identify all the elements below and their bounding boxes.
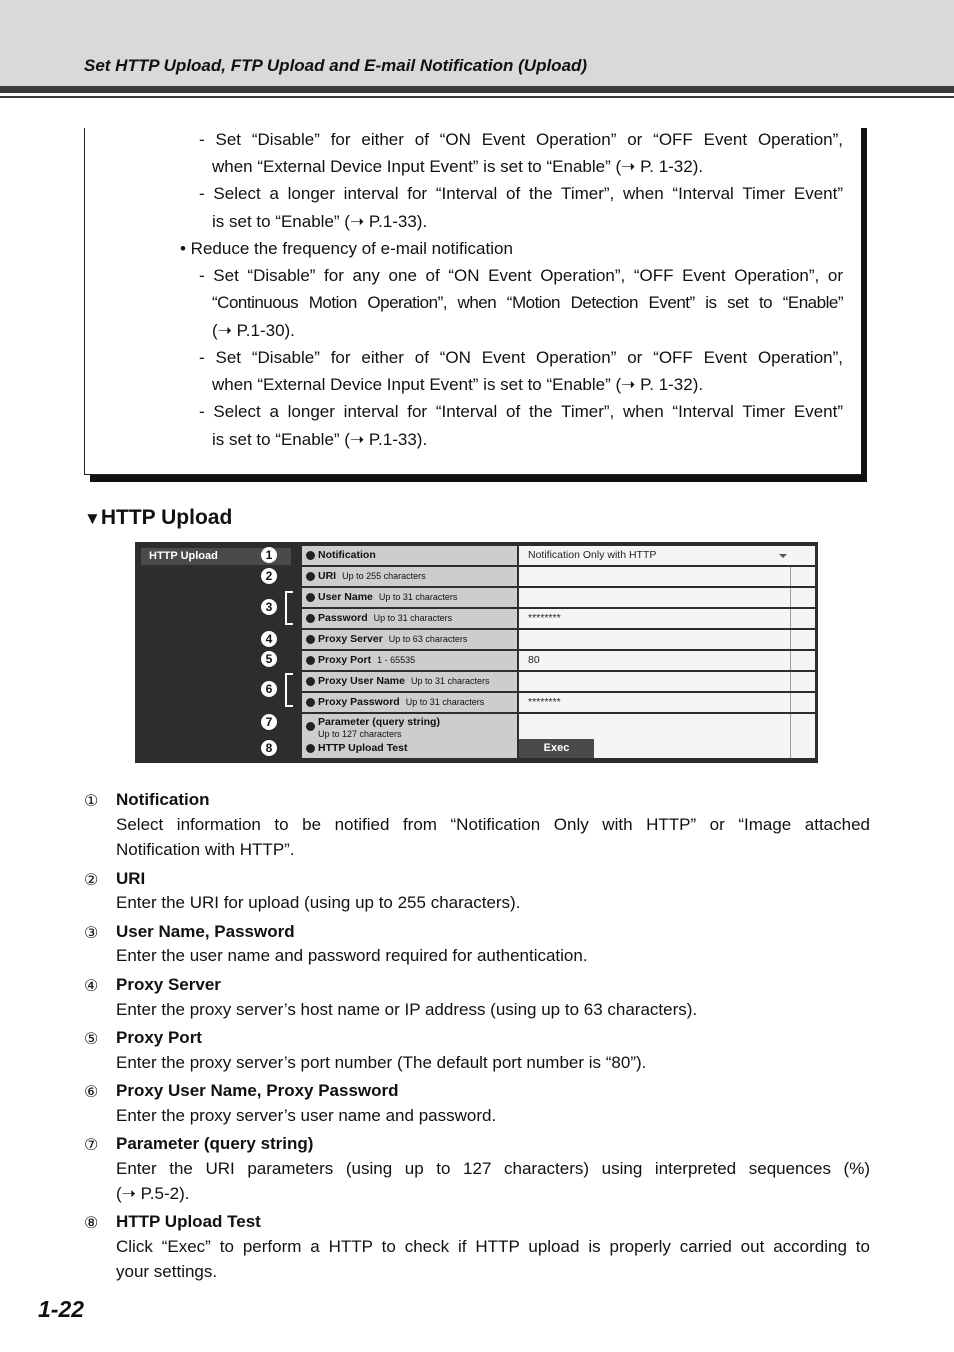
item-number: ⑧ [84,1215,99,1232]
item-number: ⑤ [84,1031,99,1048]
note-box-shadow [861,128,867,482]
info-icon [306,656,315,665]
callout-number: 1 [261,547,277,563]
note-line: is set to “Enable” (➝ P.1-33). [212,430,428,449]
item-title: Proxy Server [116,975,221,994]
notification-select[interactable]: Notification Only with HTTP [519,546,815,565]
row-hint: Up to 127 characters [318,729,402,739]
uri-input[interactable] [519,567,815,586]
note-line: - Select a longer interval for “Interval of the Timer”, when “Interval Timer Event” [199,402,843,421]
user-name-row [302,588,815,607]
row-label: Proxy Server [318,633,383,645]
panel-label: HTTP Upload [141,548,291,565]
item-title: Proxy Port [116,1028,202,1047]
header-rule [0,86,954,93]
item-number: ⑥ [84,1084,99,1101]
note-line: (➝ P.1-30). [212,321,295,340]
proxy-server-row [302,630,815,649]
item-description: Enter the proxy server’s host name or IP address (using up to 63 characters). [116,1000,698,1019]
proxy-user-name-input[interactable] [519,672,815,691]
password-row [302,609,815,628]
row-hint: Up to 63 characters [388,634,468,644]
chevron-down-icon [779,554,787,558]
proxy-port-row [302,651,815,670]
row-label: URI [318,570,337,582]
info-icon [306,551,315,560]
item-number: ① [84,793,99,810]
row-hint: Up to 31 characters [405,697,485,707]
user-name-input[interactable] [519,588,815,607]
proxy-user-name-row [302,672,815,691]
parameter-input[interactable] [519,714,815,741]
row-label: Notification [318,549,376,561]
proxy-password-row [302,693,815,712]
parameter-row [302,714,815,741]
row-label: Parameter (query string) [318,716,440,728]
row-hint: Up to 31 characters [410,676,490,686]
item-description: Enter the URI for upload (using up to 255 characters). [116,893,521,912]
header-title: Set HTTP Upload, FTP Upload and E-mail Notification (Upload) [84,56,588,75]
row-hint: Up to 255 characters [342,571,426,581]
note-line: is set to “Enable” (➝ P.1-33). [212,212,428,231]
item-number: ⑦ [84,1137,99,1154]
row-hint: 1 - 65535 [377,655,416,665]
section-title [84,506,232,530]
item-description: Enter the proxy server’s user name and password. [116,1106,497,1125]
item-number: ③ [84,925,99,942]
row-label: Password [318,612,368,624]
proxy-server-input[interactable] [519,630,815,649]
item-title: User Name, Password [116,922,295,941]
callout-number: 7 [261,714,277,730]
note-line: - Set “Disable” for either of “ON Event Operation” or “OFF Event Operation”, [199,348,843,367]
callout-number: 4 [261,631,277,647]
item-number: ② [84,872,99,889]
note-line: when “External Device Input Event” is set to “Enable” (➝ P. 1-32). [212,157,704,176]
row-label: Proxy Port [318,654,372,666]
item-title: Notification [116,790,210,809]
row-label: User Name [318,591,373,603]
item-title: Proxy User Name, Proxy Password [116,1081,399,1100]
proxy-password-input[interactable]: ******** [519,693,815,712]
row-label: Proxy User Name [318,675,405,687]
section-title-text: HTTP Upload [100,506,233,529]
item-description: Enter the proxy server’s port number (The default port number is “80”). [116,1053,647,1072]
item-description: Click “Exec” to perform a HTTP to check if HTTP upload is properly carried out according to your settings. [116,1237,870,1281]
item-number: ④ [84,978,99,995]
header-rule-thin [0,96,954,98]
password-input[interactable]: ******** [519,609,815,628]
callout-number: 6 [261,681,277,697]
page-header [0,0,954,86]
note-line: when “External Device Input Event” is set to “Enable” (➝ P. 1-32). [212,375,704,394]
callout-number: 8 [261,740,277,756]
row-hint: Up to 31 characters [373,613,453,623]
info-icon [306,677,315,686]
note-line: - Select a longer interval for “Interval of the Timer”, when “Interval Timer Event” [199,184,843,203]
note-bullet: • Reduce the frequency of e-mail notification [180,239,513,258]
item-description: Select information to be notified from “Notification Only with HTTP” or “Image attached Notification with HTTP”. [116,815,870,859]
item-title: HTTP Upload Test [116,1212,261,1231]
row-label: HTTP Upload Test [318,742,408,754]
info-icon [306,614,315,623]
row-hint: Up to 31 characters [378,592,458,602]
info-icon [306,572,315,581]
info-icon [306,698,315,707]
page-number: 1-22 [38,1296,85,1322]
info-icon [306,635,315,644]
note-line: - Set “Disable” for either of “ON Event Operation” or “OFF Event Operation”, [199,130,843,149]
http-upload-test-row [302,739,815,758]
item-description: Enter the URI parameters (using up to 127 characters) using interpreted sequences (%) (➝ P.5-2). [116,1159,870,1203]
callout-number: 2 [261,568,277,584]
notification-row [302,546,815,565]
row-label: Proxy Password [318,696,400,708]
info-icon [306,744,315,753]
item-title: URI [116,869,146,888]
triangle-down-icon: ▼ [84,509,101,528]
bracket [285,591,293,625]
note-line: - Set “Disable” for any one of “ON Event Operation”, “OFF Event Operation”, or [199,266,843,285]
note-line: “Continuous Motion Operation”, when “Motion Detection Event” is set to “Enable” [212,293,843,312]
note-box-shadow [90,475,867,482]
callout-number: 3 [261,599,277,615]
item-description: Enter the user name and password required for authentication. [116,946,588,965]
bracket [285,673,293,707]
uri-row [302,567,815,586]
exec-button[interactable]: Exec [519,739,594,758]
proxy-port-input[interactable]: 80 [519,651,815,670]
item-title: Parameter (query string) [116,1134,314,1153]
http-upload-panel [135,542,818,763]
info-icon [306,722,315,731]
callout-number: 5 [261,651,277,667]
info-icon [306,593,315,602]
